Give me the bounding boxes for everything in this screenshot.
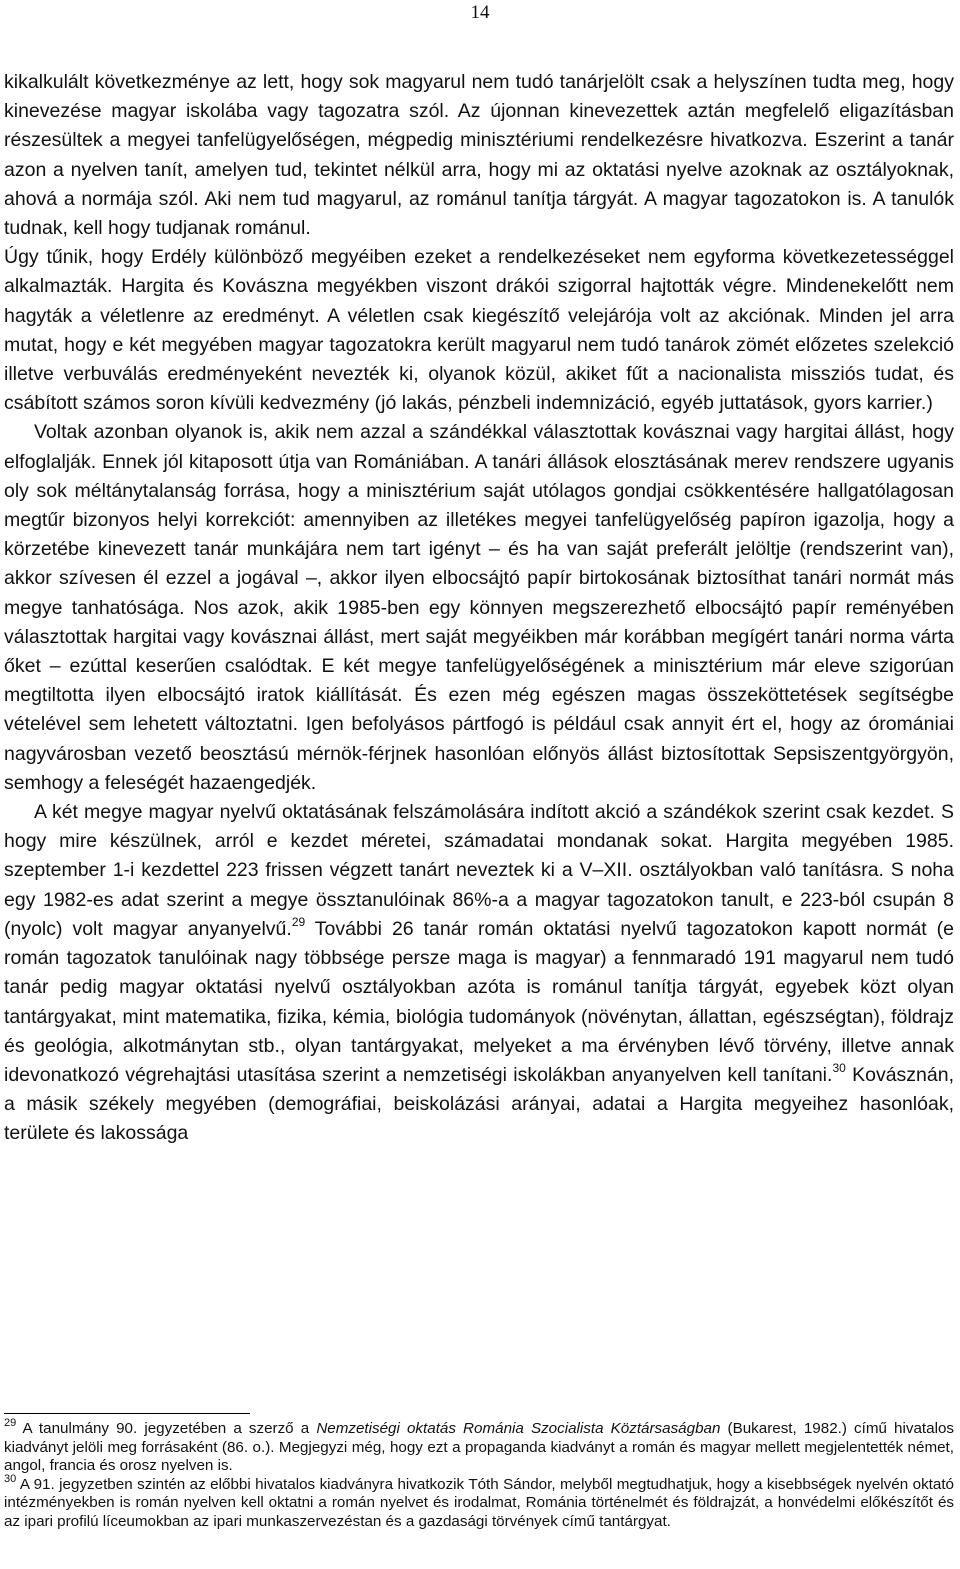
footnote-ref-30[interactable]: 30 bbox=[832, 1060, 846, 1075]
paragraph-2: Úgy tűnik, hogy Erdély különböző megyéiben ezeket a rendelkezéseket nem egyforma következetességgel alkalmazták. Hargita és Kovászna megyékben viszont drákói szigorral hajtották végre. Mindenekelőtt nem hagyták a véletlenre az eredményt. A véletlen csak kiegészítő velejárója volt az akciónak. Minden jel arra mutat, hogy e két megyében magyar tagozatokra került magyarul nem tudó tanárok zömét előzetes szelekció illetve verbuválás eredményeként nevezték ki, olyanok közül, akiket fűt a nacionalista missziós tudat, és csábított számos soron kívüli kedvezmény (jó lakás, pénzbeli indemnizáció, egyéb juttatások, gyors karrier.) bbox=[4, 246, 954, 415]
footnote-29-text-a: A tanulmány 90. jegyzetében a szerző a bbox=[16, 1420, 317, 1437]
footnote-30-text: A 91. jegyzetben szintén az előbbi hivatalos kiadványra hivatkozik Tóth Sándor, melyből megtudhatjuk, hogy a kisebbségek nyelvén oktató intézményekben is román nyelven kell oktatni a román nyelvet és irodalmat, Románia történelmét és földrajzát, a honvédelmi előkészítőt és az ipari profilú líceumokban az ipari munkaszervezéstan és a gazdasági törvények című tantárgyat. bbox=[4, 1475, 954, 1530]
paragraph-4-part-b: További 26 tanár román oktatási nyelvű tagozatokon kapott normát (e román tagozatok tanulóinak nagy többsége persze maga is magyar) a fennmaradó 191 magyarul nem tudó tanár pedig magyar oktatási nyelvű osztályokban azóta is románul tanítja tárgyát, egyebek közt olyan tantárgyakat, mint matematika, fizika, kémia, biológia tudományok (növénytan, állattan, egészségtan), földrajz és geológia, alkotmánytan stb., olyan tantárgyakat, melyeket a ma érvényben lévő törvény, illetve annak idevonatkozó végrehajtási utasítása szerint a nemzetiségi iskolákban anyanyelven kell tanítani. bbox=[4, 917, 954, 1086]
footnote-29-text-b: (Bukarest, 1982.) című hivatalos kiadványt jelöli meg forrásaként (86. o.). Megjegyzi még, hogy ezt a propaganda kiadványt a román és magyar mellett megjelentették német, angol, francia és orosz nyelven is. bbox=[4, 1420, 954, 1475]
footnotes bbox=[4, 1417, 954, 1532]
paragraph-1: kikalkulált következménye az lett, hogy sok magyarul nem tudó tanárjelölt csak a helyszínen tudta meg, hogy kinevezése magyar iskolába vagy tagozatra szól. Az újonnan kinevezettek aztán megfelelő eligazításban részesültek a megyei tanfelügyelőségen, mégpedig minisztériumi rendelkezésre hivatkozva. Eszerint a tanár azon a nyelven tanít, amelyen tud, tekintet nélkül arra, hogy mi az oktatási nyelve azoknak az osztályoknak, ahová a normája szól. Aki nem tud magyarul, az románul tanítja tárgyát. A magyar tagozatokon is. A tanulók tudnak, kell hogy tudjanak románul. bbox=[4, 71, 954, 240]
body-text bbox=[4, 68, 954, 1149]
footnote-29-title: Nemzetiségi oktatás Románia Szocialista Köztársaságban bbox=[316, 1420, 721, 1437]
footnote-30 bbox=[4, 1472, 954, 1532]
paragraph-4-part-a: A két megye magyar nyelvű oktatásának felszámolására indított akció a szándékok szerint csak kezdet. S hogy mire készülnek, arról e kezdet méretei, számadatai mondanak sokat. Hargita megyében 1985. szeptember 1-i kezdettel 223 frissen végzett tanárt neveztek ki a V–XII. osztályokban való tanításra. S noha egy 1982-es adat szerint a megye össztanulóinak 86%-a a magyar tagozatokon tanult, e 223-ból csupán 8 (nyolc) volt magyar anyanyelvű. bbox=[4, 801, 954, 940]
footnote-divider bbox=[4, 1413, 250, 1414]
footnote-29-number: 29 bbox=[4, 1417, 17, 1429]
footnote-30-number: 30 bbox=[4, 1472, 17, 1485]
footnote-29 bbox=[4, 1417, 954, 1476]
paragraph-4 bbox=[4, 798, 954, 1148]
footnote-ref-29[interactable]: 29 bbox=[291, 914, 306, 929]
paragraph-4-part-c: Kovásznán, a másik székely megyében (demográfiai, beiskolázási arányai, adatai a Hargita megyeihez hasonlóak, területe és lakossága bbox=[4, 1063, 954, 1145]
page-number: 14 bbox=[470, 2, 490, 23]
paragraph-3: Voltak azonban olyanok is, akik nem azzal a szándékkal választottak kovásznai vagy hargitai állást, hogy elfoglalják. Ennek jól kitaposott útja van Romániában. A tanári állások elosztásának merev rendszere ugyanis oly sok méltánytalanság forrása, hogy a minisztérium saját utólagos gondjai csökkentésére hallgatólagosan megtűr bizonyos helyi korrekciót: amennyiben az illetékes megyei tanfelügyelőség papíron igazolja, hogy a körzetébe kinevezett tanár munkájára nem tart igényt – és ha van saját preferált jelöltje (rendszerint van), akkor szívesen él ezzel a jogával –, akkor ilyen elbocsájtó papír birtokosának biztosíthat tanári normát más megye tanhatósága. Nos azok, akik 1985-ben egy könnyen megszerezhető elbocsájtó papír reményében választottak hargitai vagy kovásznai állást, mert saját megyéikben már korábban megígért tanári norma várta őket – ezúttal keserűen csalódtak. E két megye tanfelügyelőségének a minisztérium már eleve szigorúan megtiltotta ilyen elbocsájtó iratok kiállítását. És ezen még egészen magas összeköttetések segítségbe vételével sem lehetett változtatni. Igen befolyásos pártfogó is például csak annyit ért el, hogy az óromániai nagyvárosban vezető beosztású mérnök-férjnek hasonlóan előnyös állást biztosítottak Sepsiszentgyörgyön, semhogy a feleségét hazaengedjék. bbox=[4, 421, 954, 794]
